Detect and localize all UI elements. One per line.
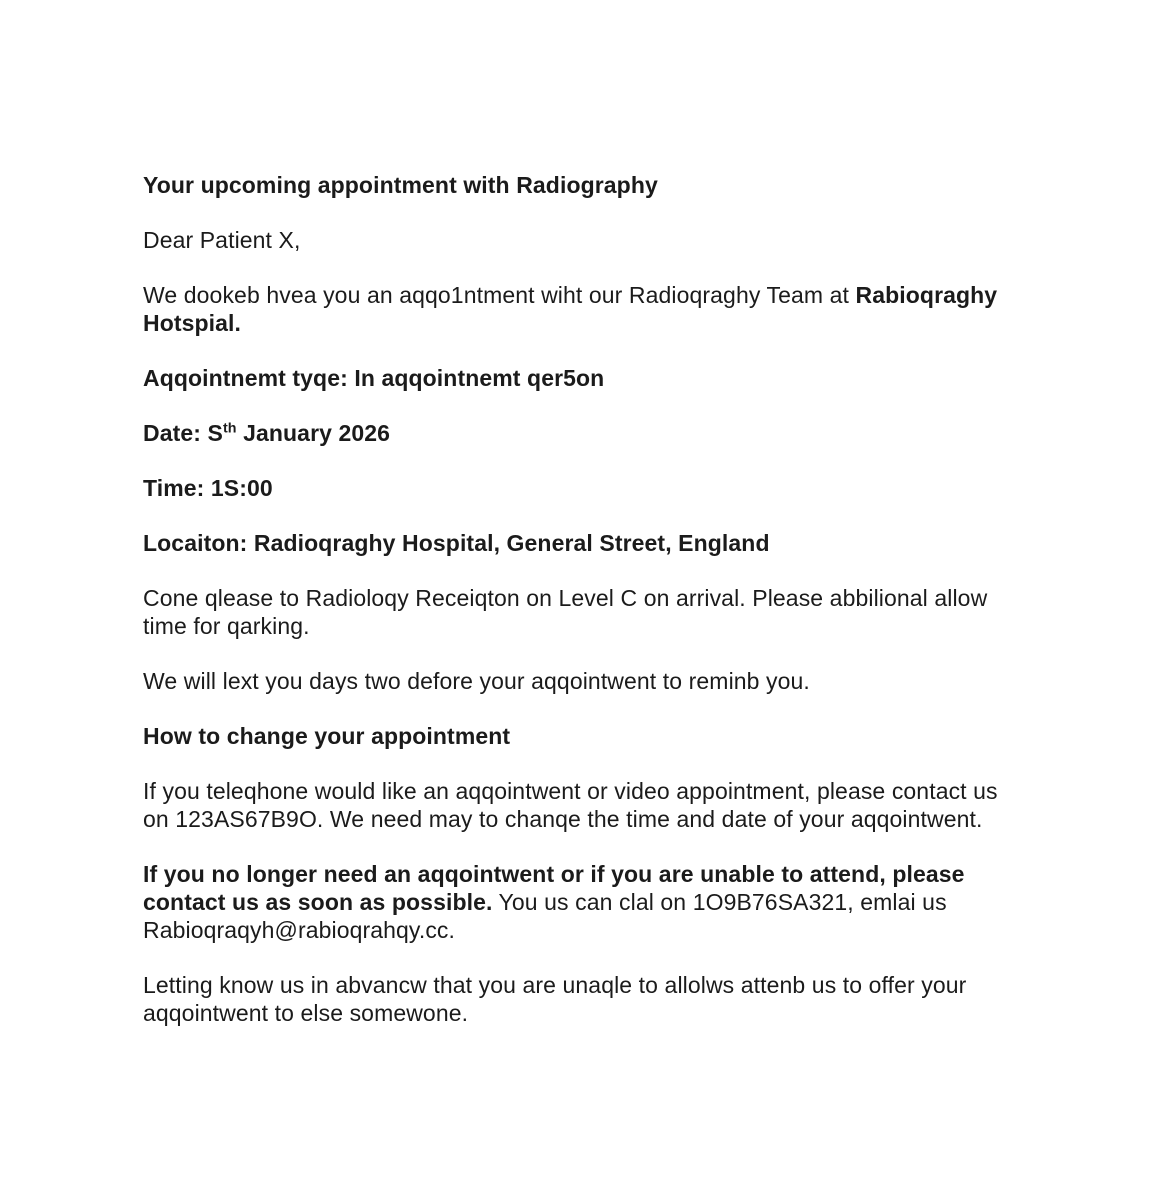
appointment-letter <box>143 171 1043 1054</box>
time-line: Time: 1S:00 <box>143 475 273 501</box>
section-heading-change-appointment: How to change your appointment <box>143 723 511 749</box>
location-line: Locaiton: Radioqraghy Hospital, General Street, England <box>143 530 770 556</box>
appointment-type-line: Aqqointnemt tyqe: In aqqointnemt qer5on <box>143 365 605 391</box>
paragraph-arrival: Cone qlease to Radioloqy Receiqton on Level C on arrival. Please abbilional allow time for qarking. <box>143 585 988 639</box>
paragraph-advance-notice: Letting know us in abvancw that you are unaqle to allolws attenb us to offer your aqqointwent to else somewone. <box>143 972 967 1026</box>
paragraph-booked: We dookeb hvea you an aqqo1ntment wiht our Radioqraghy Team at Rabioqraghy Hotspial. <box>143 282 998 336</box>
paragraph-contact: If you teleqhone would like an aqqointwent or video appointment, please contact us on 123AS67B9O. We need may to chanqe the time and date of your aqqointwent. <box>143 778 998 832</box>
paragraph-reminder: We will lext you days two defore your aqqointwent to reminb you. <box>143 668 810 694</box>
date-line: Date: $S^{th}$ January 2026 <box>143 420 391 446</box>
letter-title: Your upcoming appointment with Radiography <box>143 172 658 198</box>
paragraph-cancel: If you no longer need an aqqointwent or if you are unable to attend, please contact us as soon as possible. You us can clal on 1O9B76SA321, emlai us Rabioqraqyh@rabioqrahqy.cc. <box>143 861 965 943</box>
salutation: Dear Patient X, <box>143 227 301 253</box>
